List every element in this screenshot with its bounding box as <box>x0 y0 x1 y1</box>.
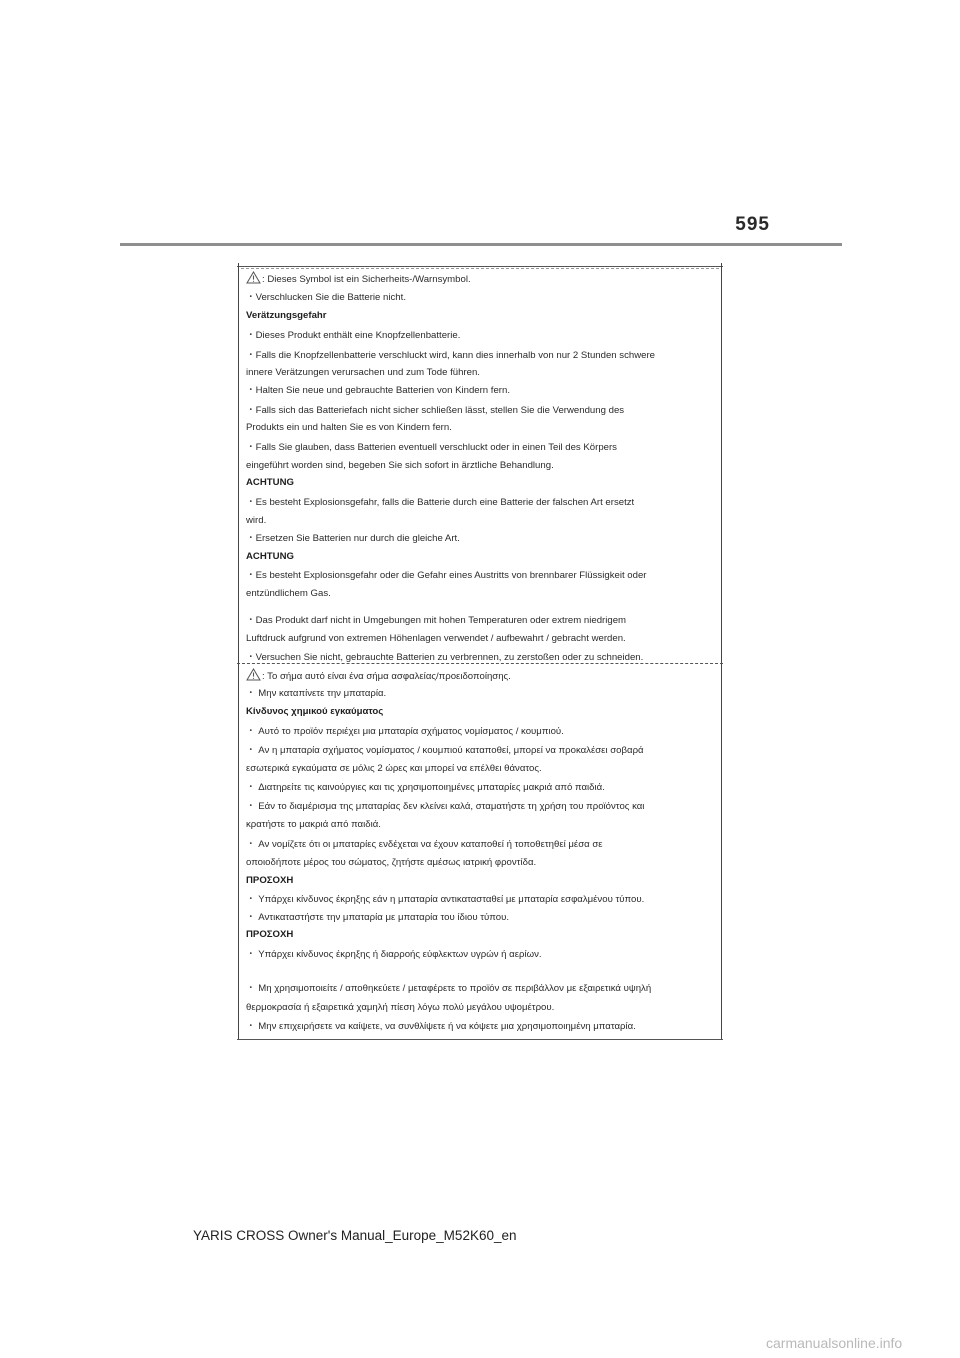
greek-line: εσωτερικά εγκαύματα σε μόλις 2 ώρες και μπορεί να επέλθει θάνατος. <box>246 763 542 774</box>
greek-heading-hazard: Κίνδυνος χημικού εγκαύματος <box>246 706 384 717</box>
german-line: entzündlichem Gas. <box>246 588 331 599</box>
german-line: wird. <box>246 515 267 526</box>
watermark-text: carmanualsonline.info <box>766 1335 903 1351</box>
greek-line: ・ Αυτό το προϊόν περιέχει μια μπαταρία σχήματος νομίσματος / κουμπιού. <box>246 726 564 737</box>
greek-line: οποιοδήποτε μέρος του σώματος, ζητήστε αμέσως ιατρική φροντίδα. <box>246 857 537 868</box>
greek-line: ・ Διατηρείτε τις καινούργιες και τις χρησιμοποιημένες μπαταρίες μακριά από παιδιά. <box>246 782 605 793</box>
greek-symbol-note <box>246 668 511 685</box>
german-line: ・Dieses Produkt enthält eine Knopfzellenbatterie. <box>246 330 461 341</box>
scanned-label-box <box>237 263 723 1040</box>
german-line: ・Es besteht Explosionsgefahr oder die Gefahr eines Austritts von brennbarer Flüssigkeit oder <box>246 570 647 581</box>
german-line: Luftdruck aufgrund von extremen Höhenlagen verwendet / aufbewahrt / gebracht werden. <box>246 633 626 644</box>
german-heading-hazard: Verätzungsgefahr <box>246 310 327 321</box>
greek-line: ・ Αντικαταστήστε την μπαταρία με μπαταρία του ίδιου τύπου. <box>246 912 510 923</box>
greek-line: ・ Υπάρχει κίνδυνος έκρηξης εάν η μπαταρία αντικατασταθεί με μπαταρία εσφαλμένου τύπου. <box>246 894 645 905</box>
header-rule <box>120 243 842 246</box>
greek-heading-caution: ΠΡΟΣΟΧΗ <box>246 929 294 940</box>
greek-symbol-text: : Το σήμα αυτό είναι ένα σήμα ασφαλείας/προειδοποίησης. <box>262 671 511 682</box>
german-line: ・Es besteht Explosionsgefahr, falls die Batterie durch eine Batterie der falschen Art ersetzt <box>246 497 635 508</box>
warning-triangle-icon <box>246 271 261 288</box>
greek-line: ・ Μη χρησιμοποιείτε / αποθηκεύετε / μεταφέρετε το προϊόν σε περιβάλλον με εξαιρετικά υψηλή <box>246 983 652 994</box>
german-symbol-text: : Dieses Symbol ist ein Sicherheits-/Warnsymbol. <box>262 274 471 285</box>
german-line: ・Verschlucken Sie die Batterie nicht. <box>246 292 406 303</box>
german-line: ・Falls die Knopfzellenbatterie verschluckt wird, kann dies innerhalb von nur 2 Stunden schwere <box>246 350 656 361</box>
box-border-top-dashed <box>241 268 719 270</box>
greek-line: κρατήστε το μακριά από παιδιά. <box>246 819 381 830</box>
german-line: ・Das Produkt darf nicht in Umgebungen mit hohen Temperaturen oder extrem niedrigem <box>246 615 627 626</box>
german-line: ・Ersetzen Sie Batterien nur durch die gleiche Art. <box>246 533 460 544</box>
box-border-bottom <box>237 1039 723 1040</box>
greek-line: ・ Μην καταπίνετε την μπαταρία. <box>246 688 387 699</box>
german-heading-achtung: ACHTUNG <box>246 477 294 488</box>
greek-line: ・ Μην επιχειρήσετε να καίψετε, να συνθλίψετε ή να κόψετε μια χρησιμοποιημένη μπαταρία. <box>246 1021 636 1032</box>
german-symbol-note <box>246 271 471 288</box>
german-line: Produkts ein und halten Sie es von Kindern fern. <box>246 422 452 433</box>
box-border-top <box>237 266 723 267</box>
page-number: 595 <box>735 214 770 235</box>
footer-manual-title: YARIS CROSS Owner's Manual_Europe_M52K60_en <box>193 1228 517 1243</box>
box-border-right <box>721 263 722 1040</box>
greek-line: ・ Αν η μπαταρία σχήματος νομίσματος / κουμπιού καταποθεί, μπορεί να προκαλέσει σοβαρά <box>246 745 644 756</box>
german-line: innere Verätzungen verursachen und zum Tode führen. <box>246 367 480 378</box>
german-heading-achtung: ACHTUNG <box>246 551 294 562</box>
greek-line: ・ Αν νομίζετε ότι οι μπαταρίες ενδέχεται να έχουν καταποθεί ή τοποθετηθεί μέσα σε <box>246 839 603 850</box>
german-line: ・Falls Sie glauben, dass Batterien eventuell verschluckt oder in einen Teil des Körpers <box>246 442 617 453</box>
greek-heading-caution: ΠΡΟΣΟΧΗ <box>246 875 294 886</box>
german-line: eingeführt worden sind, begeben Sie sich sofort in ärztliche Behandlung. <box>246 460 554 471</box>
greek-line: θερμοκρασία ή εξαιρετικά χαμηλή πίεση λόγω πολύ μεγάλου υψομέτρου. <box>246 1002 555 1013</box>
german-line: ・Falls sich das Batteriefach nicht sicher schließen lässt, stellen Sie die Verwendung des <box>246 405 625 416</box>
box-border-left <box>238 263 239 1040</box>
german-line: ・Versuchen Sie nicht, gebrauchte Batterien zu verbrennen, zu zerstoßen oder zu schneiden. <box>246 652 644 663</box>
greek-line: ・ Εάν το διαμέρισμα της μπαταρίας δεν κλείνει καλά, σταματήστε τη χρήση του προϊόντος και <box>246 801 645 812</box>
warning-triangle-icon <box>246 668 261 685</box>
greek-line: ・ Υπάρχει κίνδυνος έκρηξης ή διαρροής εύφλεκτων υγρών ή αερίων. <box>246 949 542 960</box>
german-line: ・Halten Sie neue und gebrauchte Batterien von Kindern fern. <box>246 385 511 396</box>
